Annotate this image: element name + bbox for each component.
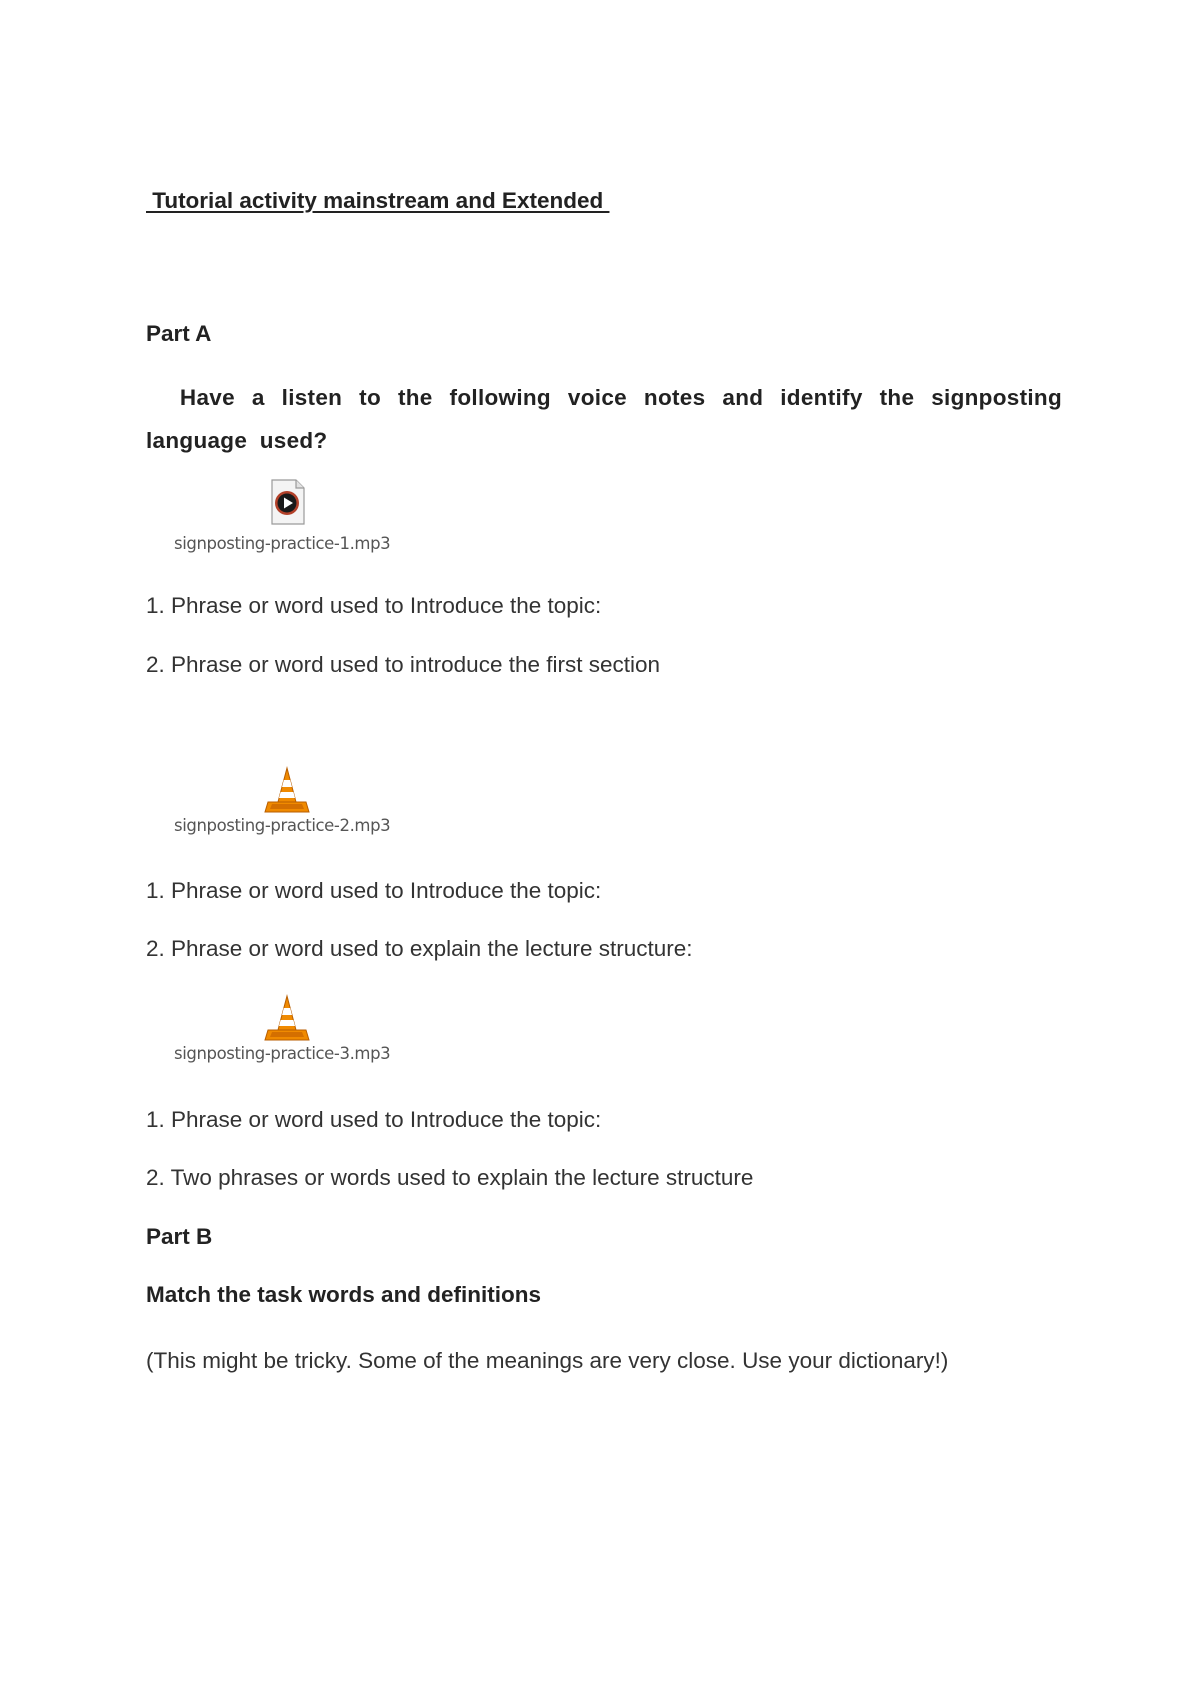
document-title: Tutorial activity mainstream and Extended [146,188,610,213]
attachment-filename: signposting-practice-2.mp3 [174,816,391,835]
question-1-1: 1. Phrase or word used to Introduce the topic: [146,593,602,618]
part-a-instruction-text: Have a listen to the following voice notes and identify the signposting language used? [146,385,1062,453]
part-b-heading: Part B [146,1224,213,1249]
question-1-2: 2. Phrase or word used to introduce the first section [146,652,661,677]
question-2-1: 1. Phrase or word used to Introduce the topic: [146,878,602,903]
part-a-instruction [146,376,1062,462]
part-a-heading: Part A [146,321,212,346]
question-3-1: 1. Phrase or word used to Introduce the topic: [146,1107,602,1132]
part-b-instruction: Match the task words and definitions [146,1282,542,1307]
attachment-filename: signposting-practice-1.mp3 [174,534,391,553]
question-2-2: 2. Phrase or word used to explain the lecture structure: [146,936,693,961]
audio-file-play-icon [262,478,312,528]
vlc-cone-icon [262,766,312,816]
part-b-note: (This might be tricky. Some of the meanings are very close. Use your dictionary!) [146,1348,949,1373]
vlc-cone-icon [262,994,312,1044]
attachment-filename: signposting-practice-3.mp3 [174,1044,391,1063]
question-3-2: 2. Two phrases or words used to explain the lecture structure [146,1165,754,1190]
